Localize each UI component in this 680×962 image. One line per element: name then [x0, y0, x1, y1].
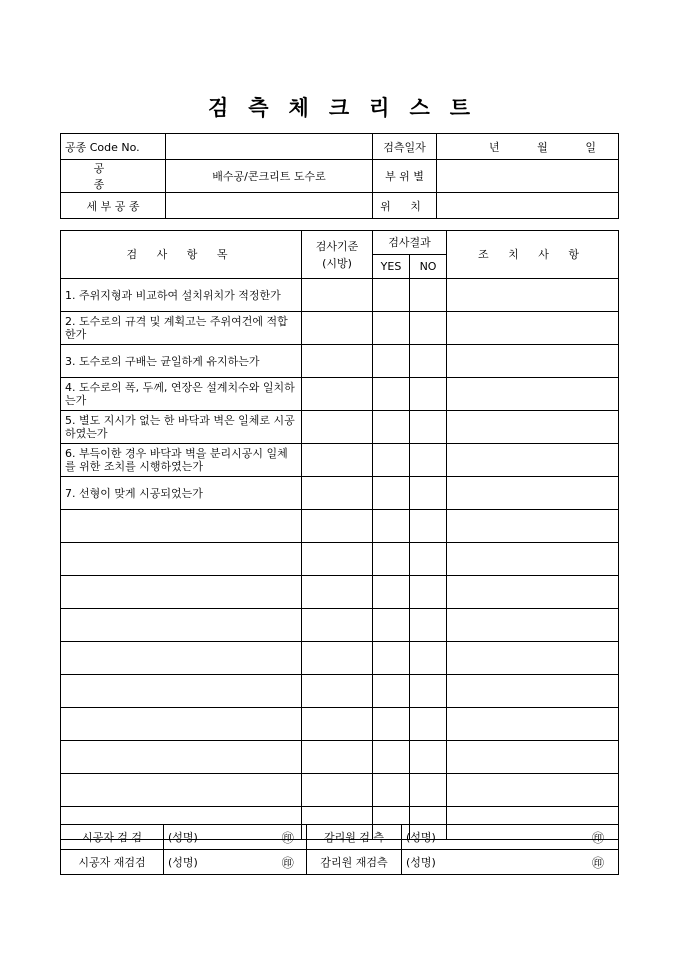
sub-type-value[interactable] [166, 193, 373, 219]
yes-cell[interactable] [373, 774, 410, 807]
yes-cell[interactable] [373, 708, 410, 741]
action-cell[interactable] [447, 543, 619, 576]
title-char: 크 [328, 95, 352, 120]
standard-cell[interactable] [302, 774, 373, 807]
item-cell[interactable] [61, 774, 302, 807]
date-value[interactable] [437, 134, 619, 160]
action-cell[interactable] [447, 279, 619, 312]
check-item: 1. 주위지형과 비교하여 설치위치가 적정한가 [61, 279, 302, 312]
contractor-check-name[interactable]: (성명) [164, 825, 270, 850]
check-item: 6. 부득이한 경우 바닥과 벽을 분리시공시 일체를 위한 조치를 시행하였는가 [61, 444, 302, 477]
supervisor-check-label: 감리원 검 측 [307, 825, 402, 850]
location-value[interactable] [437, 193, 619, 219]
no-cell[interactable] [410, 345, 447, 378]
check-item: 5. 별도 지시가 없는 한 바닥과 벽은 일체로 시공 하였는가 [61, 411, 302, 444]
action-cell[interactable] [447, 708, 619, 741]
contractor-check-seal: ㊞ [270, 825, 307, 850]
date-year: 년 [489, 140, 500, 154]
item-cell[interactable] [61, 642, 302, 675]
supervisor-recheck-label: 감리원 재검측 [307, 850, 402, 875]
action-cell[interactable] [447, 378, 619, 411]
action-cell[interactable] [447, 411, 619, 444]
no-cell[interactable] [410, 741, 447, 774]
col-yes-header: YES [373, 255, 410, 279]
work-type-label: 공 종 [61, 160, 166, 193]
no-cell[interactable] [410, 411, 447, 444]
yes-cell[interactable] [373, 510, 410, 543]
check-item: 2. 도수로의 규격 및 계획고는 주위여건에 적합한가 [61, 312, 302, 345]
no-cell[interactable] [410, 675, 447, 708]
table-row [61, 444, 619, 477]
part-value[interactable] [437, 160, 619, 193]
table-row [61, 411, 619, 444]
no-cell[interactable] [410, 609, 447, 642]
standard-cell[interactable] [302, 609, 373, 642]
checklist-table [60, 230, 619, 840]
supervisor-recheck-seal: ㊞ [549, 850, 619, 875]
item-cell[interactable] [61, 675, 302, 708]
action-cell[interactable] [447, 510, 619, 543]
col-item-header: 검 사 항 목 [61, 231, 302, 279]
work-type-value: 배수공/콘크리트 도수로 [166, 160, 373, 193]
no-cell[interactable] [410, 543, 447, 576]
table-row [61, 378, 619, 411]
yes-cell[interactable] [373, 741, 410, 774]
standard-cell[interactable] [302, 510, 373, 543]
title-char: 트 [449, 95, 473, 120]
item-cell[interactable] [61, 708, 302, 741]
empty-row [61, 675, 619, 708]
empty-row [61, 741, 619, 774]
standard-cell[interactable] [302, 378, 373, 411]
location-label: 위 치 [373, 193, 437, 219]
action-cell[interactable] [447, 477, 619, 510]
action-cell[interactable] [447, 312, 619, 345]
yes-cell[interactable] [373, 411, 410, 444]
contractor-recheck-seal: ㊞ [270, 850, 307, 875]
supervisor-check-name[interactable]: (성명) [402, 825, 549, 850]
no-cell[interactable] [410, 576, 447, 609]
code-value[interactable] [166, 134, 373, 160]
item-cell[interactable] [61, 741, 302, 774]
empty-row [61, 576, 619, 609]
col-standard-line2: (시방) [322, 256, 352, 270]
yes-cell[interactable] [373, 378, 410, 411]
empty-row [61, 642, 619, 675]
empty-row [61, 510, 619, 543]
action-cell[interactable] [447, 642, 619, 675]
empty-row [61, 543, 619, 576]
standard-cell[interactable] [302, 477, 373, 510]
no-cell[interactable] [410, 510, 447, 543]
no-cell[interactable] [410, 279, 447, 312]
standard-cell[interactable] [302, 279, 373, 312]
empty-row [61, 774, 619, 807]
title-char: 검 [207, 95, 231, 120]
yes-cell[interactable] [373, 675, 410, 708]
check-item: 3. 도수로의 구배는 균일하게 유지하는가 [61, 345, 302, 378]
yes-cell[interactable] [373, 477, 410, 510]
item-cell[interactable] [61, 510, 302, 543]
yes-cell[interactable] [373, 444, 410, 477]
check-item: 4. 도수로의 폭, 두께, 연장은 설계치수와 일치하는가 [61, 378, 302, 411]
contractor-check-label: 시공자 검 검 [61, 825, 164, 850]
empty-row [61, 609, 619, 642]
col-no-header: NO [410, 255, 447, 279]
yes-cell[interactable] [373, 642, 410, 675]
col-standard-line1: 검사기준 [315, 239, 359, 253]
standard-cell[interactable] [302, 576, 373, 609]
date-day: 일 [585, 140, 596, 154]
standard-cell[interactable] [302, 642, 373, 675]
standard-cell[interactable] [302, 312, 373, 345]
code-label: 공종 Code No. [61, 134, 166, 160]
no-cell[interactable] [410, 774, 447, 807]
date-month: 월 [537, 140, 548, 154]
yes-cell[interactable] [373, 576, 410, 609]
action-cell[interactable] [447, 345, 619, 378]
yes-cell[interactable] [373, 279, 410, 312]
standard-cell[interactable] [302, 345, 373, 378]
contractor-recheck-label: 시공자 재검검 [61, 850, 164, 875]
signature-table [60, 824, 619, 875]
standard-cell[interactable] [302, 411, 373, 444]
standard-cell[interactable] [302, 741, 373, 774]
action-cell[interactable] [447, 576, 619, 609]
action-cell[interactable] [447, 774, 619, 807]
yes-cell[interactable] [373, 543, 410, 576]
item-cell[interactable] [61, 609, 302, 642]
document-title [0, 92, 680, 122]
action-cell[interactable] [447, 675, 619, 708]
no-cell[interactable] [410, 642, 447, 675]
item-cell[interactable] [61, 543, 302, 576]
check-item: 7. 선형이 맞게 시공되었는가 [61, 477, 302, 510]
standard-cell[interactable] [302, 708, 373, 741]
col-action-header: 조 치 사 항 [447, 231, 619, 279]
yes-cell[interactable] [373, 609, 410, 642]
contractor-recheck-name[interactable]: (성명) [164, 850, 270, 875]
title-char: 측 [248, 95, 271, 120]
standard-cell[interactable] [302, 675, 373, 708]
sub-type-label: 세 부 공 종 [61, 193, 166, 219]
action-cell[interactable] [447, 741, 619, 774]
item-cell[interactable] [61, 576, 302, 609]
col-standard-header [302, 231, 373, 279]
no-cell[interactable] [410, 708, 447, 741]
yes-cell[interactable] [373, 345, 410, 378]
action-cell[interactable] [447, 444, 619, 477]
no-cell[interactable] [410, 444, 447, 477]
supervisor-recheck-name[interactable]: (성명) [402, 850, 549, 875]
table-row [61, 345, 619, 378]
title-char: 스 [409, 95, 432, 120]
no-cell[interactable] [410, 378, 447, 411]
title-char: 체 [288, 95, 311, 120]
yes-cell[interactable] [373, 312, 410, 345]
col-result-header: 검사결과 [373, 231, 447, 255]
title-char: 리 [369, 95, 392, 120]
header-info-table [60, 133, 619, 219]
no-cell[interactable] [410, 477, 447, 510]
standard-cell[interactable] [302, 543, 373, 576]
supervisor-check-seal: ㊞ [549, 825, 619, 850]
empty-row [61, 708, 619, 741]
table-row [61, 312, 619, 345]
standard-cell[interactable] [302, 444, 373, 477]
action-cell[interactable] [447, 609, 619, 642]
table-row [61, 279, 619, 312]
no-cell[interactable] [410, 312, 447, 345]
table-row [61, 477, 619, 510]
part-label: 부 위 별 [373, 160, 437, 193]
date-label: 검측일자 [373, 134, 437, 160]
